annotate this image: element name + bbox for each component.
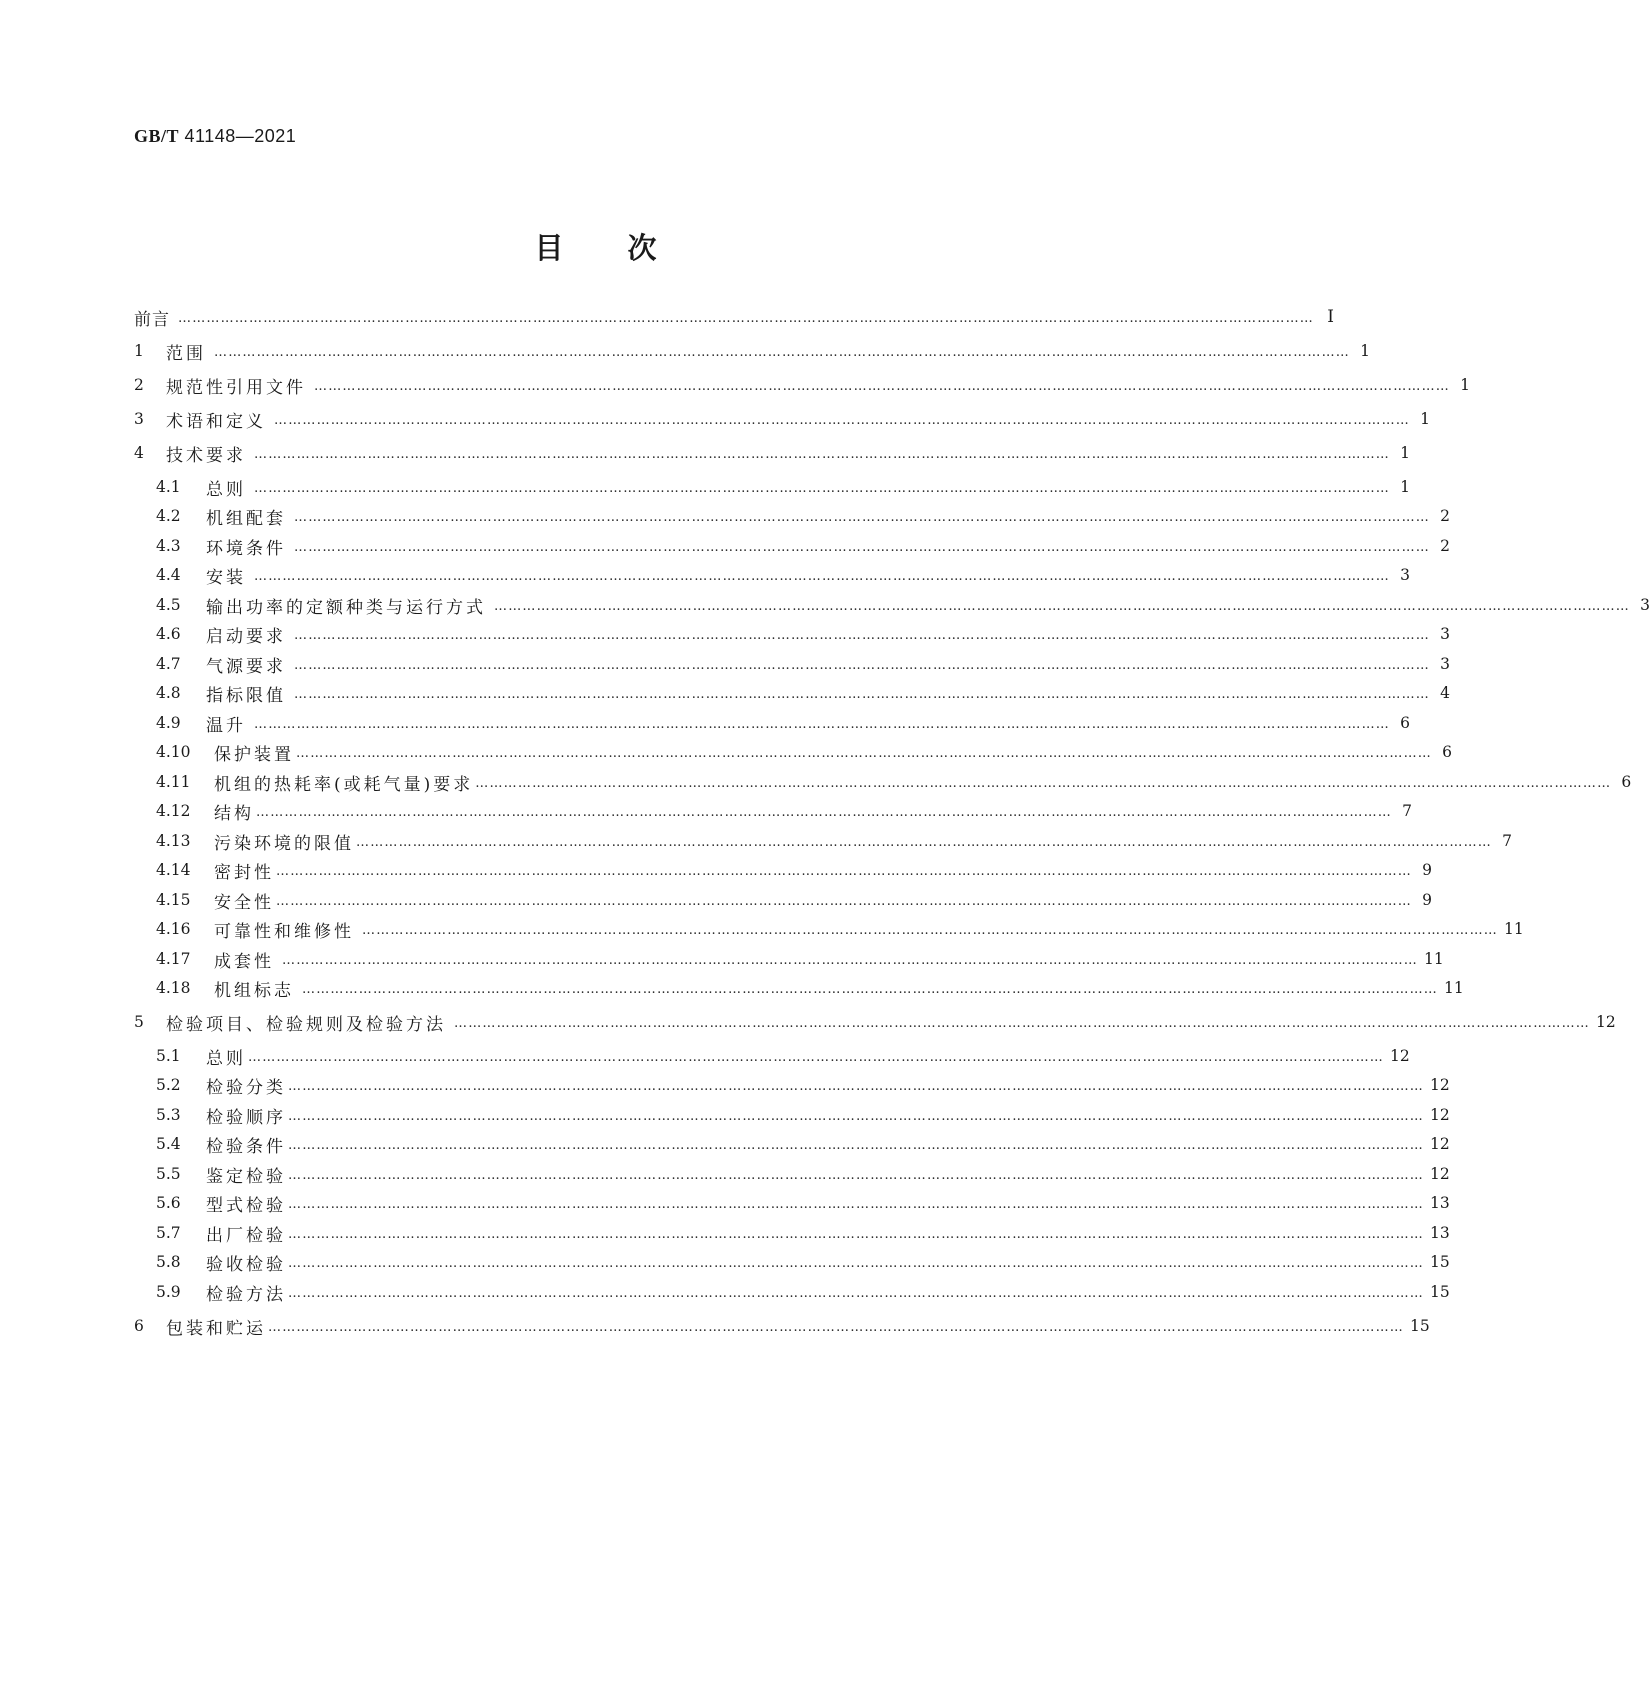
toc-entry-leader: ……………………………………………………………………………………………………………………………………………………………………………………………………………………	[254, 480, 1390, 496]
toc-entry-number: 4.15	[156, 891, 191, 909]
toc-entry-label: 鉴定检验	[206, 1166, 286, 1187]
toc-entry[interactable]	[156, 1044, 1410, 1069]
toc-entry-page: Ⅰ	[1327, 307, 1334, 327]
toc-entry-page: 9	[1422, 891, 1432, 909]
toc-entry-number: 4.4	[156, 566, 181, 584]
toc-entry-leader: ……………………………………………………………………………………………………………………………………………………………………………………………………………………	[288, 1078, 1424, 1094]
toc-entry[interactable]	[156, 1221, 1450, 1246]
toc-entry-leader: ……………………………………………………………………………………………………………………………………………………………………………………………………………………	[276, 893, 1412, 909]
toc-entry-page: 13	[1430, 1194, 1450, 1212]
toc-entry[interactable]	[156, 947, 1444, 972]
toc-entry-page: 11	[1444, 979, 1464, 997]
toc-entry-page: 6	[1621, 773, 1632, 791]
toc-entry-number: 4	[134, 444, 144, 462]
toc-entry[interactable]	[156, 1162, 1450, 1187]
toc-entry-preface[interactable]	[134, 305, 1334, 330]
toc-entry-number: 4.13	[156, 832, 191, 850]
toc-entry-leader: ……………………………………………………………………………………………………………………………………………………………………………………………………………………	[288, 1226, 1424, 1242]
toc-entry-leader: ……………………………………………………………………………………………………………………………………………………………………………………………………………………	[362, 922, 1498, 938]
toc-entry-label: 机组配套	[206, 508, 286, 529]
toc-entry-label: 密封性	[214, 862, 274, 883]
toc-entry-leader: ……………………………………………………………………………………………………………………………………………………………………………………………………………………	[288, 1255, 1424, 1271]
toc-entry-page: 4	[1440, 684, 1450, 702]
toc-entry[interactable]	[156, 1073, 1450, 1098]
toc-entry[interactable]	[156, 1280, 1450, 1305]
toc-entry-leader: ……………………………………………………………………………………………………………………………………………………………………………………………………………………	[276, 863, 1412, 879]
toc-entry-label: 气源要求	[206, 656, 286, 677]
toc-entry[interactable]	[156, 534, 1450, 559]
toc-entry-leader: ……………………………………………………………………………………………………………………………………………………………………………………………………………………	[288, 1167, 1424, 1183]
toc-entry-leader: ……………………………………………………………………………………………………………………………………………………………………………………………………………………	[296, 745, 1432, 761]
toc-entry-page: 12	[1430, 1106, 1450, 1124]
toc-entry[interactable]	[156, 770, 1632, 795]
toc-entry-number: 5.6	[156, 1194, 181, 1212]
toc-entry-page: 1	[1400, 478, 1410, 496]
toc-entry-page: 12	[1430, 1165, 1450, 1183]
toc-entry-page: 7	[1502, 832, 1512, 850]
toc-entry-leader: ……………………………………………………………………………………………………………………………………………………………………………………………………………………	[282, 952, 1418, 968]
toc-entry-page: 1	[1400, 444, 1410, 462]
toc-entry-label: 检验分类	[206, 1077, 286, 1098]
toc-entry-label: 安装	[206, 567, 246, 588]
toc-entry-page: 6	[1442, 743, 1452, 761]
toc-entry-leader: ……………………………………………………………………………………………………………………………………………………………………………………………………………………	[254, 568, 1390, 584]
toc-entry-page: 12	[1430, 1135, 1450, 1153]
toc-entry[interactable]	[156, 652, 1450, 677]
toc-entry-number: 4.8	[156, 684, 181, 702]
toc-entry[interactable]	[134, 441, 1410, 466]
toc-entry-number: 4.18	[156, 979, 191, 997]
toc-entry-page: 11	[1424, 950, 1444, 968]
toc-entry[interactable]	[156, 1191, 1450, 1216]
toc-entry-leader: ……………………………………………………………………………………………………………………………………………………………………………………………………………………	[288, 1137, 1424, 1153]
toc-entry-leader: ……………………………………………………………………………………………………………………………………………………………………………………………………………………	[294, 539, 1430, 555]
toc-entry[interactable]	[156, 681, 1450, 706]
toc-entry-page: 12	[1430, 1076, 1450, 1094]
toc-entry[interactable]	[156, 888, 1432, 913]
toc-entry[interactable]	[156, 858, 1432, 883]
toc-entry-label: 污染环境的限值	[214, 833, 354, 854]
standard-number: 41148—2021	[184, 126, 297, 146]
toc-entry-label: 总则	[206, 1048, 246, 1069]
toc-entry-number: 5.7	[156, 1224, 181, 1242]
toc-entry[interactable]	[156, 622, 1450, 647]
toc-entry-number: 5.1	[156, 1047, 181, 1065]
toc-entry-page: 12	[1390, 1047, 1410, 1065]
standard-prefix: GB/T	[134, 126, 180, 146]
toc-entry-page: 15	[1410, 1317, 1430, 1335]
toc-entry[interactable]	[156, 711, 1410, 736]
toc-entry-label: 输出功率的定额种类与运行方式	[206, 597, 486, 618]
toc-entry-label: 检验顺序	[206, 1107, 286, 1128]
toc-entry-number: 5.8	[156, 1253, 181, 1271]
toc-entry-leader: ……………………………………………………………………………………………………………………………………………………………………………………………………………………	[248, 1049, 1384, 1065]
toc-entry-number: 5.4	[156, 1135, 181, 1153]
toc-entry-number: 4.11	[156, 773, 191, 791]
toc-entry-label: 型式检验	[206, 1195, 286, 1216]
toc-entry-page: 6	[1400, 714, 1410, 732]
toc-entry[interactable]	[156, 593, 1650, 618]
toc-entry-label: 环境条件	[206, 538, 286, 559]
toc-entry-leader: ……………………………………………………………………………………………………………………………………………………………………………………………………………………	[178, 310, 1314, 326]
toc-entry-page: 3	[1400, 566, 1410, 584]
toc-entry[interactable]	[156, 1132, 1450, 1157]
toc-entry-page: 2	[1440, 507, 1450, 525]
toc-entry-page: 3	[1440, 655, 1450, 673]
toc-entry-leader: ……………………………………………………………………………………………………………………………………………………………………………………………………………………	[356, 834, 1492, 850]
toc-entry-page: 15	[1430, 1253, 1450, 1271]
toc-entry-page: 11	[1504, 920, 1524, 938]
toc-entry-leader: ……………………………………………………………………………………………………………………………………………………………………………………………………………………	[274, 412, 1410, 428]
toc-entry-label: 出厂检验	[206, 1225, 286, 1246]
toc-entry-leader: ……………………………………………………………………………………………………………………………………………………………………………………………………………………	[288, 1196, 1424, 1212]
toc-entry-number: 4.9	[156, 714, 181, 732]
toc-entry-label: 检验项目、检验规则及检验方法	[166, 1014, 446, 1035]
toc-entry-label: 检验方法	[206, 1284, 286, 1305]
toc-entry-page: 2	[1440, 537, 1450, 555]
toc-entry-label: 温升	[206, 715, 246, 736]
toc-entry-leader: ……………………………………………………………………………………………………………………………………………………………………………………………………………………	[256, 804, 1392, 820]
toc-entry-number: 1	[134, 342, 144, 360]
toc-entry-leader: ……………………………………………………………………………………………………………………………………………………………………………………………………………………	[314, 378, 1450, 394]
toc-entry-number: 4.16	[156, 920, 191, 938]
toc-entry-label: 可靠性和维修性	[214, 921, 354, 942]
toc-entry-number: 5	[134, 1013, 144, 1031]
toc-entry[interactable]	[156, 475, 1410, 500]
toc-entry-label: 指标限值	[206, 685, 286, 706]
toc-entry-page: 1	[1460, 376, 1470, 394]
toc-entry-number: 4.12	[156, 802, 191, 820]
toc-entry-label: 保护装置	[214, 744, 294, 765]
toc-entry-label: 包装和贮运	[166, 1318, 266, 1339]
toc-entry-leader: ……………………………………………………………………………………………………………………………………………………………………………………………………………………	[288, 1108, 1424, 1124]
toc-entry-leader: ……………………………………………………………………………………………………………………………………………………………………………………………………………………	[294, 686, 1430, 702]
toc-entry-number: 4.14	[156, 861, 191, 879]
toc-entry-number: 5.3	[156, 1106, 181, 1124]
toc-entry-leader: ……………………………………………………………………………………………………………………………………………………………………………………………………………………	[302, 981, 1438, 997]
toc-entry-page: 9	[1422, 861, 1432, 879]
toc-entry-label: 安全性	[214, 892, 274, 913]
toc-entry-label: 规范性引用文件	[166, 377, 306, 398]
toc-entry-page: 13	[1430, 1224, 1450, 1242]
toc-entry[interactable]	[156, 563, 1410, 588]
toc-entry-leader: ……………………………………………………………………………………………………………………………………………………………………………………………………………………	[254, 716, 1390, 732]
toc-entry-leader: ……………………………………………………………………………………………………………………………………………………………………………………………………………………	[294, 657, 1430, 673]
toc-entry-leader: ……………………………………………………………………………………………………………………………………………………………………………………………………………………	[454, 1015, 1590, 1031]
toc-entry-label: 前言	[134, 309, 170, 330]
toc-entry-number: 4.6	[156, 625, 181, 643]
toc-entry-page: 12	[1596, 1013, 1616, 1031]
toc-entry[interactable]	[156, 976, 1464, 1001]
toc-entry[interactable]	[156, 740, 1452, 765]
toc-entry-label: 启动要求	[206, 626, 286, 647]
toc-entry-number: 4.17	[156, 950, 191, 968]
toc-entry-number: 5.2	[156, 1076, 181, 1094]
toc-entry-page: 7	[1402, 802, 1412, 820]
toc-entry-page: 3	[1640, 596, 1650, 614]
toc-entry-leader: ……………………………………………………………………………………………………………………………………………………………………………………………………………………	[268, 1319, 1404, 1335]
toc-entry-leader: ……………………………………………………………………………………………………………………………………………………………………………………………………………………	[254, 446, 1390, 462]
toc-entry-label: 机组的热耗率(或耗气量)要求	[214, 774, 474, 795]
toc-entry-page: 1	[1360, 342, 1370, 360]
toc-entry-label: 成套性	[214, 951, 274, 972]
toc-entry[interactable]	[134, 1314, 1430, 1339]
toc-entry[interactable]	[134, 339, 1370, 364]
toc-entry[interactable]	[156, 799, 1412, 824]
toc-entry[interactable]	[156, 829, 1512, 854]
toc-entry-number: 4.3	[156, 537, 181, 555]
toc-entry[interactable]	[134, 407, 1430, 432]
toc-entry-number: 4.10	[156, 743, 191, 761]
toc-entry-page: 1	[1420, 410, 1430, 428]
toc-entry-label: 总则	[206, 479, 246, 500]
toc-entry-leader: ……………………………………………………………………………………………………………………………………………………………………………………………………………………	[214, 344, 1350, 360]
toc-entry-number: 2	[134, 376, 144, 394]
toc-entry-page: 3	[1440, 625, 1450, 643]
toc-entry-label: 范围	[166, 343, 206, 364]
toc-entry-number: 4.7	[156, 655, 181, 673]
toc-entry-leader: ……………………………………………………………………………………………………………………………………………………………………………………………………………………	[294, 509, 1430, 525]
toc-entry-label: 检验条件	[206, 1136, 286, 1157]
toc-entry-number: 4.2	[156, 507, 181, 525]
toc-entry-number: 4.5	[156, 596, 181, 614]
toc-entry-number: 3	[134, 410, 144, 428]
toc-entry[interactable]	[156, 917, 1524, 942]
toc-entry-label: 机组标志	[214, 980, 294, 1001]
toc-entry[interactable]	[156, 1103, 1450, 1128]
toc-entry-leader: ……………………………………………………………………………………………………………………………………………………………………………………………………………………	[475, 775, 1612, 791]
toc-entry-number: 4.1	[156, 478, 181, 496]
toc-entry-label: 技术要求	[166, 445, 246, 466]
toc-entry-leader: ……………………………………………………………………………………………………………………………………………………………………………………………………………………	[288, 1285, 1424, 1301]
toc-entry[interactable]	[156, 504, 1450, 529]
toc-entry-page: 15	[1430, 1283, 1450, 1301]
toc-entry[interactable]	[134, 373, 1470, 398]
toc-entry-leader: ……………………………………………………………………………………………………………………………………………………………………………………………………………………	[294, 627, 1430, 643]
toc-entry-number: 6	[134, 1317, 144, 1335]
toc-entry-number: 5.5	[156, 1165, 181, 1183]
toc-entry-label: 验收检验	[206, 1254, 286, 1275]
toc-entry[interactable]	[134, 1010, 1616, 1035]
page-title: 目次	[534, 231, 721, 265]
toc-entry-label: 结构	[214, 803, 254, 824]
toc-entry-leader: ……………………………………………………………………………………………………………………………………………………………………………………………………………………	[494, 598, 1630, 614]
toc-entry[interactable]	[156, 1250, 1450, 1275]
toc-entry-label: 术语和定义	[166, 411, 266, 432]
toc-entry-number: 5.9	[156, 1283, 181, 1301]
